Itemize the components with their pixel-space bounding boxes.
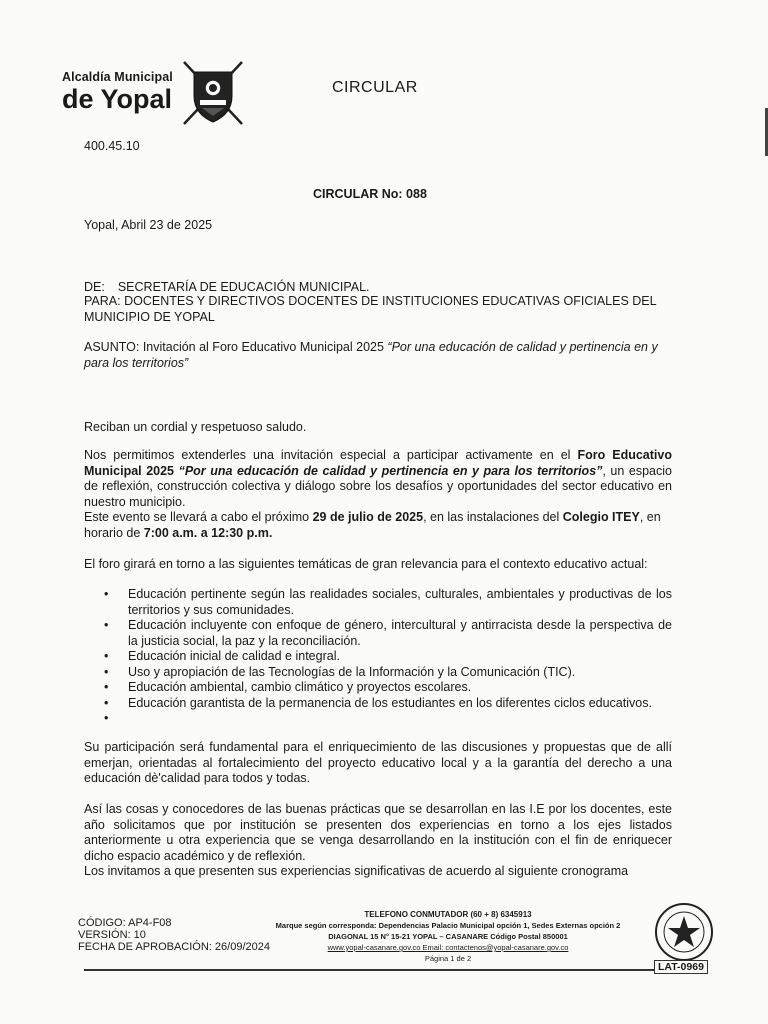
footer-page-number: Página 1 de 2 (424, 954, 472, 963)
list-item (104, 696, 672, 712)
list-item (104, 665, 672, 681)
event-time: 7:00 a.m. a 12:30 p.m. (143, 525, 273, 540)
bullet-marker: • (104, 587, 109, 601)
document-type-title: CIRCULAR (332, 79, 418, 96)
from-value: SECRETARÍA DE EDUCACIÓN MUNICIPAL. (117, 280, 370, 294)
footer-code: CÓDIGO: AP4-F08 (78, 917, 172, 929)
greeting: Reciban un cordial y respetuoso saludo. (84, 420, 307, 434)
bullet-marker: • (104, 664, 109, 679)
footer-dial-options: Marque según corresponda: Dependencias Palacio Municipal opción 1, Sedes Externas opción 2 (275, 921, 621, 930)
topic-text: Educación ambiental, cambio climático y proyectos escolares. (128, 680, 472, 694)
list-item (104, 618, 672, 649)
list-item (104, 587, 672, 618)
footer-phone: TELEFONO CONMUTADOR (60 + 8) 6345913 (364, 910, 532, 919)
document-date: Yopal, Abril 23 de 2025 (84, 218, 213, 232)
to-label: PARA: (84, 294, 121, 308)
certification-code: LAT-0969 (654, 960, 708, 974)
reference-code: 400.45.10 (84, 139, 140, 153)
p2-text-3: , en horario de (84, 510, 661, 540)
subject-italic: “Por una educación de calidad y pertinencia en y para los territorios” (84, 340, 658, 370)
p2-text: Este evento se llevará a cabo el próximo (84, 510, 313, 524)
paragraph-invitation (84, 448, 672, 510)
to-value: DOCENTES Y DIRECTIVOS DOCENTES DE INSTITUCIONES EDUCATIVAS OFICIALES DEL MUNICIPIO DE YOPAL (84, 294, 657, 324)
paragraph-topics-intro: El foro girará en torno a las siguientes temáticas de gran relevancia para el contexto educativo actual: (84, 557, 648, 571)
paragraph-practices: Así las cosas y conocedores de las buenas prácticas que se desarrollan en las I.E por los docentes, este año solicitamos que por institución se presenten dos experiencias en torno a los ejes listados anteriormente u otra experiencia que se venga desarrollando en la institución con el fin de enriquecer dicho espacio académico y de reflexión. (84, 802, 672, 863)
paragraph-event-details (84, 510, 672, 541)
topic-text: Educación garantista de la permanencia de los estudiantes en los diferentes ciclos educativos. (128, 695, 652, 710)
bullet-marker: • (104, 649, 109, 663)
p1-event-slogan: “Por una educación de calidad y pertinencia en y para los territorios” (178, 463, 603, 478)
footer-web-email[interactable]: www.yopal-casanare.gov.co Email: contactenos@yopal-casanare.gov.co (327, 943, 569, 952)
certification-seal-icon (652, 902, 716, 966)
bullet-marker: • (104, 695, 109, 710)
list-item (104, 649, 672, 665)
footer-address: DIAGONAL 15 N° 15-21 YOPAL – CASANARE Código Postal 850001 (328, 932, 568, 941)
subject-text: Invitación al Foro Educativo Municipal 2025 (142, 340, 388, 354)
bullet-marker: • (104, 680, 109, 694)
to-line (84, 294, 664, 325)
p1-text-end: , un espacio de reflexión, construcción colectiva y diálogo sobre los desafíos y oportunidades del sector educativo en nuestro municipio. (84, 463, 672, 509)
circular-number: CIRCULAR No: 088 (313, 187, 427, 201)
topic-text: Educación pertinente según las realidades sociales, culturales, ambientales y productivas de los territorios y sus comunidades. (128, 587, 672, 617)
bullet-marker: • (104, 618, 109, 632)
list-item (104, 680, 672, 696)
event-venue: Colegio ITEY (562, 510, 640, 524)
topics-list (104, 587, 672, 726)
paragraph-participation: Su participación será fundamental para el enriquecimiento de las discusiones y propuestas que de allí emerjan, orientadas al fortalecimiento del proyecto educativo local y a la garantía del derecho a una educación dè'calidad para todos y todas. (84, 740, 672, 785)
p1-text: Nos permitimos extenderles una invitación especial a participar activamente en el (84, 448, 578, 462)
p1-event-name: Foro Educativo Municipal 2025 (84, 448, 672, 478)
subject-line (84, 340, 669, 371)
footer-divider (84, 969, 654, 971)
municipal-shield-icon (180, 58, 246, 128)
topic-text: Educación inicial de calidad e integral. (128, 649, 340, 663)
bullet-marker: • (104, 711, 109, 725)
footer-doc-control (78, 917, 270, 953)
paragraph-schedule: Los invitamos a que presenten sus experiencias significativas de acuerdo al siguiente cronograma (84, 864, 629, 878)
footer-version: VERSIÓN: 10 (78, 929, 146, 941)
footer-approval-date: FECHA DE APROBACIÓN: 26/09/2024 (78, 941, 270, 953)
logo-line2: de Yopal (62, 84, 173, 114)
from-label: DE: (84, 280, 105, 294)
topic-text: Educación incluyente con enfoque de género, intercultural y antirracista desde la perspectiva de la justicia social, la paz y la reconciliación. (128, 618, 672, 648)
footer-contact (248, 909, 648, 964)
list-item (104, 711, 672, 726)
subject-label: ASUNTO: (84, 340, 140, 354)
logo-line1: Alcaldía Municipal (62, 70, 173, 84)
event-date: 29 de julio de 2025 (312, 510, 424, 524)
topic-text: Uso y apropiación de las Tecnologías de la Información y la Comunicación (TIC). (128, 664, 576, 679)
p2-text-2: , en las instalaciones del (423, 510, 563, 524)
